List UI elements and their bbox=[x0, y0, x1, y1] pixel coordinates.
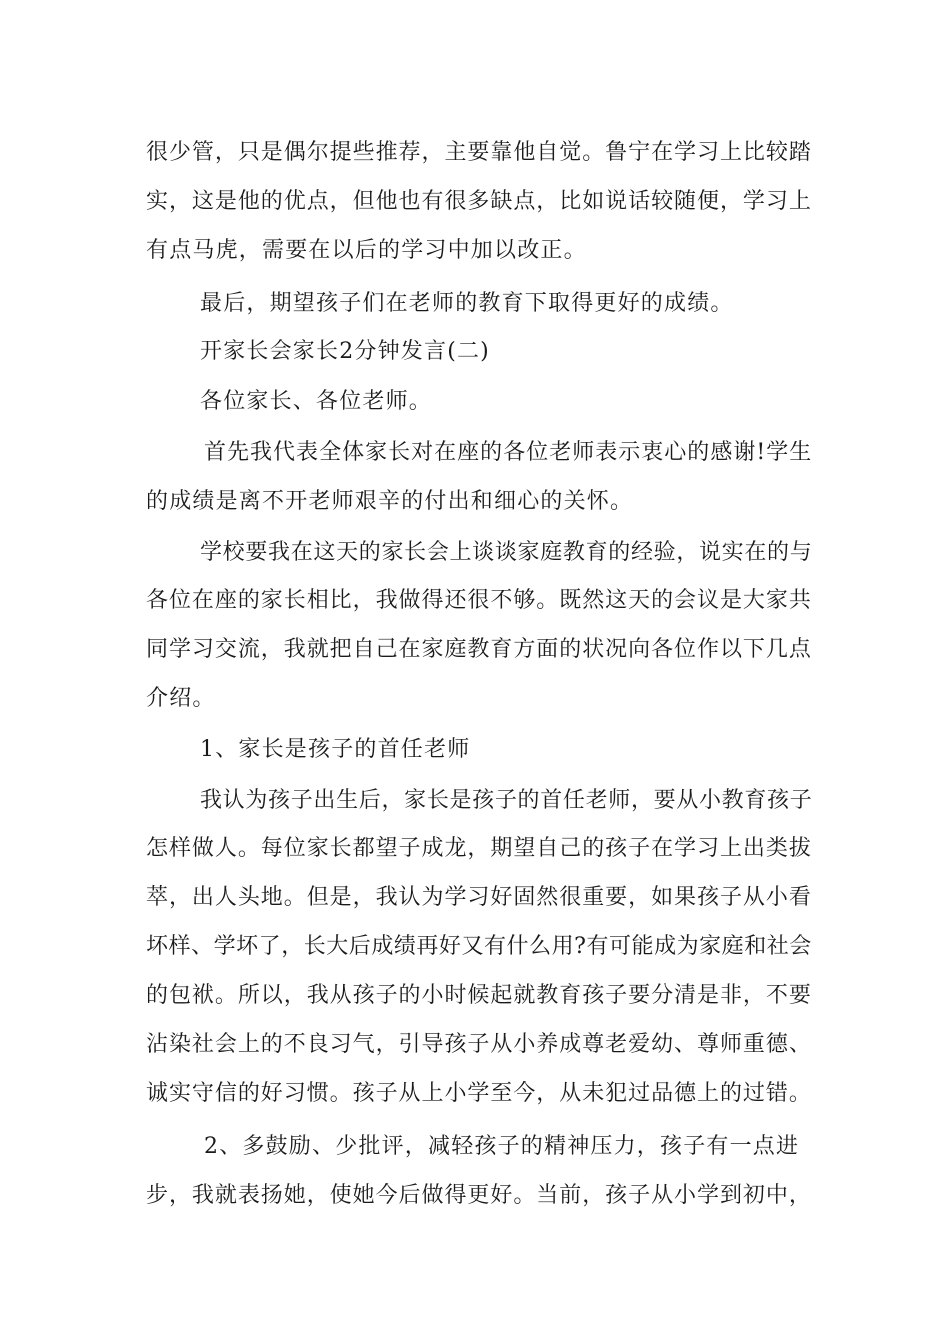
paragraph-line: 步，我就表扬她，使她今后做得更好。当前，孩子从小学到初中， bbox=[146, 1183, 812, 1208]
salutation-line: 各位家长、各位老师。 bbox=[200, 389, 433, 414]
paragraph-line: 学校要我在这天的家长会上谈谈家庭教育的经验，说实在的与 bbox=[200, 540, 813, 565]
paragraph-line: 萃，出人头地。但是，我认为学习好固然很重要，如果孩子从小看 bbox=[146, 885, 812, 910]
paragraph-line: 很少管，只是偶尔提些推荐，主要靠他自觉。鲁宁在学习上比较踏 bbox=[146, 140, 812, 165]
paragraph-line: 有点马虎，需要在以后的学习中加以改正。 bbox=[146, 238, 587, 263]
paragraph-line: 我认为孩子出生后，家长是孩子的首任老师，要从小教育孩子 bbox=[200, 788, 813, 813]
paragraph-line: 的包袱。所以，我从孩子的小时候起就教育孩子要分清是非，不要 bbox=[146, 983, 812, 1008]
paragraph-line: 沾染社会上的不良习气，引导孩子从小养成尊老爱幼、尊师重德、 bbox=[146, 1032, 812, 1057]
paragraph-line: 首先我代表全体家长对在座的各位老师表示衷心的感谢!学生 bbox=[204, 440, 813, 465]
subsection-heading: 2、多鼓励、少批评，减轻孩子的精神压力，孩子有一点进 bbox=[204, 1134, 800, 1159]
paragraph-line: 介绍。 bbox=[146, 686, 216, 711]
paragraph-line: 诚实守信的好习惯。孩子从上小学至今，从未犯过品德上的过错。 bbox=[146, 1081, 812, 1106]
paragraph-line: 最后，期望孩子们在老师的教育下取得更好的成绩。 bbox=[200, 291, 734, 316]
section-heading: 开家长会家长2分钟发言(二) bbox=[200, 339, 490, 364]
paragraph-line: 同学习交流，我就把自己在家庭教育方面的状况向各位作以下几点 bbox=[146, 637, 812, 662]
paragraph-line: 坏样、学坏了，长大后成绩再好又有什么用?有可能成为家庭和社会 bbox=[146, 934, 812, 959]
subsection-heading: 1、家长是孩子的首任老师 bbox=[200, 737, 471, 762]
paragraph-line: 怎样做人。每位家长都望子成龙，期望自己的孩子在学习上出类拔 bbox=[146, 836, 812, 861]
paragraph-line: 的成绩是离不开老师艰辛的付出和细心的关怀。 bbox=[146, 489, 634, 514]
paragraph-line: 实，这是他的优点，但他也有很多缺点，比如说话较随便，学习上 bbox=[146, 189, 812, 214]
paragraph-line: 各位在座的家长相比，我做得还很不够。既然这天的会议是大家共 bbox=[146, 588, 812, 613]
